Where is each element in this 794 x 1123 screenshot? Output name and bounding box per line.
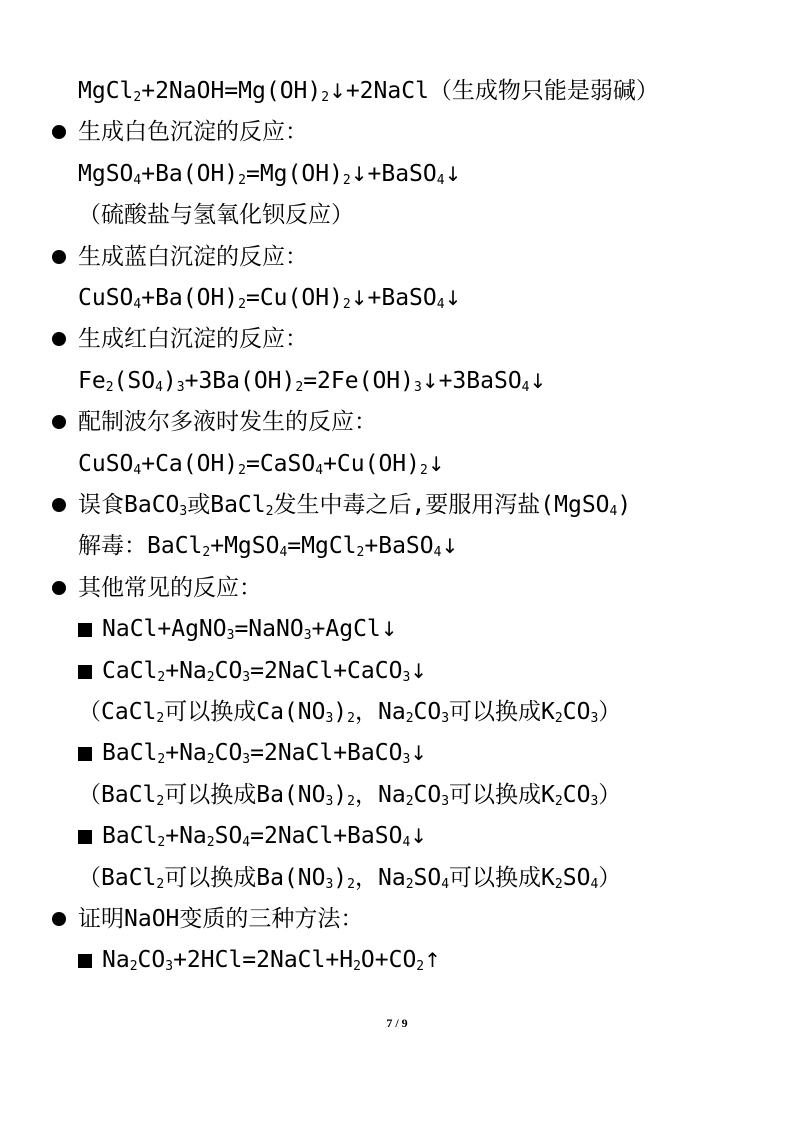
equation-item: $CaCl_2+Na_2CO_3=2NaCl+CaCO_3↓$ bbox=[78, 656, 427, 693]
equation-item: NaCl+AgNO$_3$=NaNO$_3$+AgCl↓ bbox=[78, 614, 398, 651]
bullet-icon bbox=[52, 912, 66, 926]
text-line: $CuSO_4+Ca(OH)_2=CaSO_4+Cu(OH)_2↓$ bbox=[78, 450, 445, 478]
square-bullet-icon bbox=[78, 830, 92, 844]
bullet-heading: 生成蓝白沉淀的反应： bbox=[78, 243, 308, 270]
square-bullet-icon bbox=[78, 747, 92, 761]
page-number: 7 / 9 bbox=[386, 1016, 408, 1030]
equation-item: $BaCl_2+Na_2SO_4=2NaCl+BaSO_4↓$ bbox=[78, 821, 427, 858]
text-line: （硫酸盐与氢氧化钡反应） bbox=[78, 202, 354, 229]
bullet-icon bbox=[52, 415, 66, 429]
text-line: （BaCl$_2$可以换成$Ba(NO_3)_2$，$Na_2CO_3$可以换成$K_2CO_3$） bbox=[78, 781, 622, 809]
square-bullet-icon bbox=[78, 954, 92, 968]
bullet-heading: 生成白色沉淀的反应： bbox=[78, 119, 308, 146]
bullet-heading: 误食BaCO$_3$或BaCl$_2$发生中毒之后,要服用泻盐(MgSO$_4$) bbox=[78, 492, 632, 519]
text-line: $CuSO_4+Ba(OH)_2=Cu(OH)_2↓+BaSO_4↓$ bbox=[78, 285, 462, 312]
text-line: 解毒：BaCl$_2$+MgSO$_4$=MgCl$_2$+BaSO$_4$↓ bbox=[78, 533, 459, 561]
bullet-icon bbox=[52, 498, 66, 512]
text-line: $MgSO_4+Ba(OH)_2=Mg(OH)_2↓+BaSO_4↓$ bbox=[78, 160, 462, 188]
text-line: （CaCl$_2$可以换成$Ca(NO_3)_2$，$Na_2CO_3$可以换成$K_2CO_3$） bbox=[78, 699, 622, 726]
bullet-heading: 配制波尔多液时发生的反应： bbox=[78, 409, 377, 436]
bullet-heading: 生成红白沉淀的反应： bbox=[78, 326, 308, 353]
bullet-icon bbox=[52, 250, 66, 264]
square-bullet-icon bbox=[78, 623, 92, 637]
text-line: $Fe_2(SO_4)_3+3Ba(OH)_2=2Fe(OH)_3↓+3BaSO_4↓$ bbox=[78, 367, 547, 395]
text-line: （BaCl$_2$可以换成$Ba(NO_3)_2$，$Na_2SO_4$可以换成$K_2SO_4$） bbox=[78, 864, 622, 892]
text-line: $MgCl_2+2NaOH=Mg(OH)_2↓+2NaCl$（生成物只能是弱碱） bbox=[78, 78, 659, 105]
bullet-heading: 其他常见的反应： bbox=[78, 574, 262, 601]
bullet-heading: 证明NaOH变质的三种方法： bbox=[78, 906, 364, 932]
equation-item: $BaCl_2+Na_2CO_3=2NaCl+BaCO_3↓$ bbox=[78, 738, 427, 775]
equation-item: $Na_2CO_3+2HCl=2NaCl+H_2O+CO_2↑$ bbox=[78, 945, 441, 982]
bullet-icon bbox=[52, 332, 66, 346]
bullet-icon bbox=[52, 125, 66, 139]
bullet-icon bbox=[52, 581, 66, 595]
square-bullet-icon bbox=[78, 665, 92, 679]
